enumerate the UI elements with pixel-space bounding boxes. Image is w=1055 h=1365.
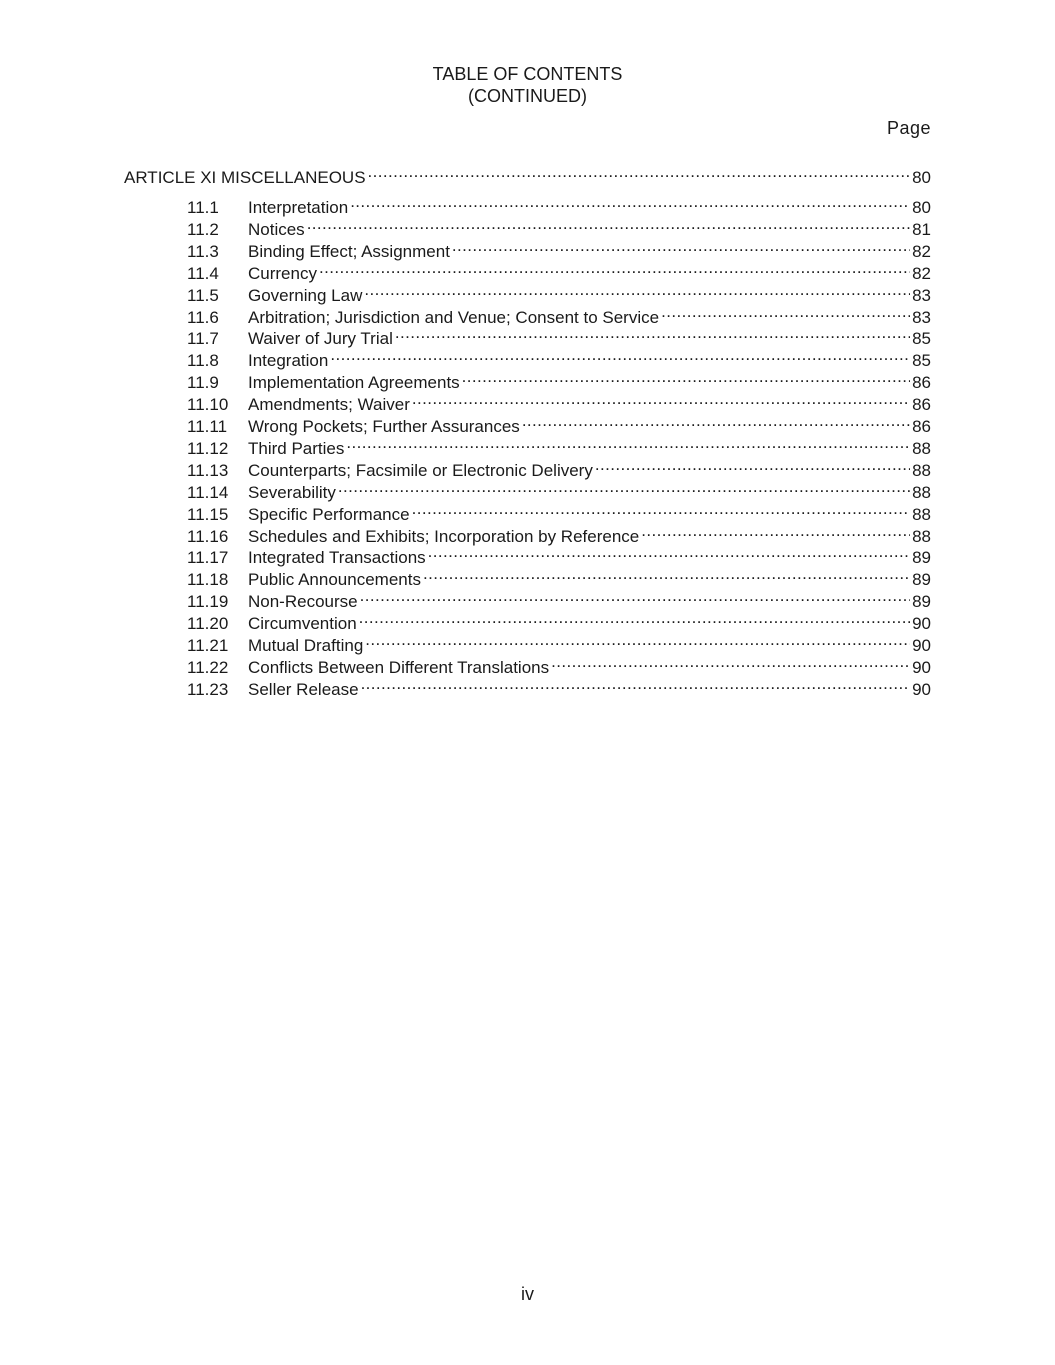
section-number: 11.8: [187, 351, 219, 370]
toc-section-entry[interactable]: [187, 191, 931, 217]
dot-leader: [412, 388, 910, 410]
toc-section-entry[interactable]: [187, 366, 931, 392]
section-title: Specific Performance: [248, 505, 410, 524]
section-number: 11.9: [187, 373, 219, 392]
toc-section-entry[interactable]: [187, 410, 931, 436]
section-page-number: 86: [912, 417, 931, 436]
section-number: 11.6: [187, 308, 219, 327]
dot-leader: [462, 366, 910, 388]
section-title: Arbitration; Jurisdiction and Venue; Consent to Service: [248, 308, 660, 327]
toc-section-entry[interactable]: [187, 607, 931, 633]
dot-leader: [338, 476, 910, 498]
toc-subtitle: (CONTINUED): [468, 86, 587, 106]
toc-section-entry[interactable]: [187, 454, 931, 480]
section-page-number: 89: [912, 570, 931, 589]
section-number: 11.21: [187, 636, 229, 655]
section-number: 11.7: [187, 329, 219, 348]
section-title: Wrong Pockets; Further Assurances: [248, 417, 520, 436]
section-title: Notices: [248, 220, 305, 239]
toc-section-entry[interactable]: [187, 388, 931, 414]
section-title: Currency: [248, 264, 317, 283]
dot-leader: [364, 279, 910, 301]
section-page-number: 90: [912, 658, 931, 677]
dot-leader: [428, 541, 910, 563]
dot-leader: [365, 629, 910, 651]
section-title: Circumvention: [248, 614, 357, 633]
toc-section-entry[interactable]: [187, 344, 931, 370]
toc-section-entry[interactable]: [187, 322, 931, 348]
section-number: 11.20: [187, 614, 229, 633]
section-number: 11.17: [187, 548, 229, 567]
dot-leader: [423, 563, 910, 585]
section-title: Binding Effect; Assignment: [248, 242, 450, 261]
section-page-number: 86: [912, 373, 931, 392]
dot-leader: [330, 344, 910, 366]
section-page-number: 88: [912, 527, 931, 546]
section-title: Counterparts; Facsimile or Electronic Delivery: [248, 461, 593, 480]
section-title: Third Parties: [248, 439, 345, 458]
dot-leader: [551, 651, 910, 673]
dot-leader: [361, 673, 911, 695]
dot-leader: [641, 520, 910, 542]
article-title: ARTICLE XI MISCELLANEOUS: [124, 168, 366, 187]
section-title: Non-Recourse: [248, 592, 358, 611]
toc-section-entry[interactable]: [187, 585, 931, 611]
toc-article-entry[interactable]: [124, 161, 931, 187]
toc-section-entry[interactable]: [187, 563, 931, 589]
dot-leader: [452, 235, 910, 257]
section-number: 11.4: [187, 264, 219, 283]
section-number: 11.11: [187, 417, 228, 436]
section-number: 11.18: [187, 570, 229, 589]
section-page-number: 89: [912, 592, 931, 611]
section-number: 11.5: [187, 286, 219, 305]
toc-section-entry[interactable]: [187, 213, 931, 239]
dot-leader: [307, 213, 910, 235]
section-page-number: 90: [912, 636, 931, 655]
dot-leader: [595, 454, 910, 476]
toc-section-entry[interactable]: [187, 301, 931, 327]
section-title: Seller Release: [248, 680, 359, 699]
toc-section-entry[interactable]: [187, 432, 931, 458]
section-title: Governing Law: [248, 286, 363, 305]
section-page-number: 88: [912, 461, 931, 480]
section-number: 11.1: [187, 198, 219, 217]
section-page-number: 88: [912, 505, 931, 524]
section-title: Mutual Drafting: [248, 636, 364, 655]
toc-section-entry[interactable]: [187, 279, 931, 305]
section-title: Integrated Transactions: [248, 548, 426, 567]
section-number: 11.23: [187, 680, 229, 699]
section-number: 11.3: [187, 242, 219, 261]
section-page-number: 83: [912, 286, 931, 305]
section-title: Implementation Agreements: [248, 373, 460, 392]
section-number: 11.2: [187, 220, 219, 239]
dot-leader: [346, 432, 910, 454]
section-page-number: 85: [912, 351, 931, 370]
dot-leader: [350, 191, 910, 213]
dot-leader: [522, 410, 910, 432]
section-title: Schedules and Exhibits; Incorporation by Reference: [248, 527, 640, 546]
section-title: Integration: [248, 351, 329, 370]
dot-leader: [359, 607, 910, 629]
section-page-number: 86: [912, 395, 931, 414]
dot-leader: [360, 585, 910, 607]
toc-section-entry[interactable]: [187, 235, 931, 261]
section-number: 11.15: [187, 505, 229, 524]
toc-section-entry[interactable]: [187, 541, 931, 567]
dot-leader: [395, 322, 910, 344]
section-number: 11.13: [187, 461, 229, 480]
section-number: 11.14: [187, 483, 229, 502]
toc-section-entry[interactable]: [187, 629, 931, 655]
section-title: Amendments; Waiver: [248, 395, 410, 414]
section-page-number: 89: [912, 548, 931, 567]
page-column-label: Page: [886, 118, 931, 138]
toc-section-entry[interactable]: [187, 257, 931, 283]
section-page-number: 88: [912, 439, 931, 458]
section-page-number: 80: [912, 198, 931, 217]
section-title: Conflicts Between Different Translations: [248, 658, 550, 677]
section-number: 11.10: [187, 395, 229, 414]
dot-leader: [368, 161, 911, 183]
toc-section-entry[interactable]: [187, 673, 931, 699]
section-title: Public Announcements: [248, 570, 421, 589]
toc-section-entry[interactable]: [187, 651, 931, 677]
section-number: 11.16: [187, 527, 229, 546]
toc-section-entry[interactable]: [187, 520, 931, 546]
article-page-number: 80: [912, 168, 931, 187]
section-number: 11.12: [187, 439, 229, 458]
toc-section-entry[interactable]: [187, 476, 931, 502]
section-number: 11.19: [187, 592, 229, 611]
toc-title: TABLE OF CONTENTS: [432, 64, 623, 84]
dot-leader: [661, 301, 910, 323]
section-title: Severability: [248, 483, 336, 502]
section-page-number: 82: [912, 264, 931, 283]
page-footer-number: iv: [521, 1284, 534, 1304]
section-page-number: 90: [912, 614, 931, 633]
section-page-number: 90: [912, 680, 931, 699]
section-page-number: 88: [912, 483, 931, 502]
section-page-number: 81: [912, 220, 931, 239]
section-title: Waiver of Jury Trial: [248, 329, 393, 348]
toc-section-entry[interactable]: [187, 498, 931, 524]
section-page-number: 82: [912, 242, 931, 261]
dot-leader: [319, 257, 910, 279]
section-page-number: 85: [912, 329, 931, 348]
section-page-number: 83: [912, 308, 931, 327]
section-title: Interpretation: [248, 198, 349, 217]
section-number: 11.22: [187, 658, 229, 677]
dot-leader: [412, 498, 911, 520]
